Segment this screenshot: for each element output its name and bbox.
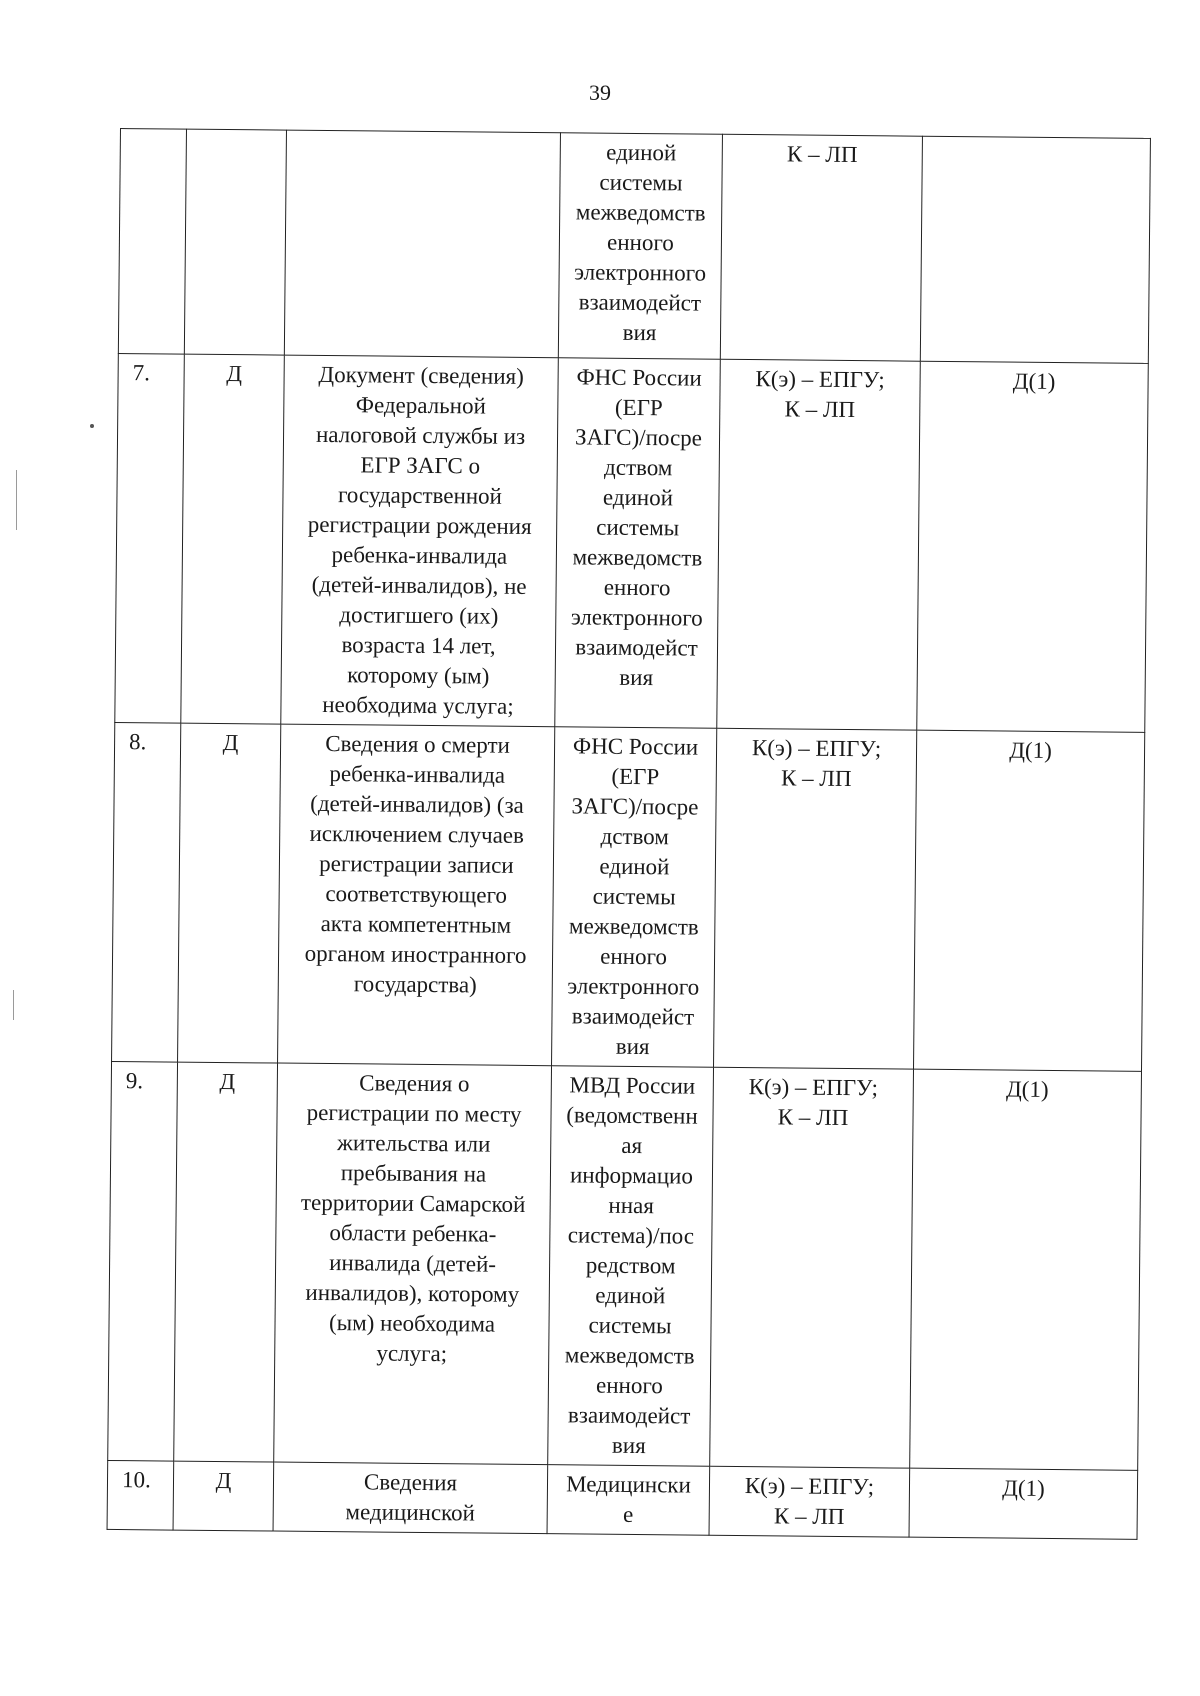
row-number-cell: 10. <box>107 1460 174 1530</box>
cell-text-line: необходима услуга; <box>322 691 514 719</box>
cell-text-line: межведомств <box>572 544 703 571</box>
cell-text-line: К – ЛП <box>773 1503 845 1530</box>
cell-text-line: акта компетентным <box>320 910 512 938</box>
cell-text-line: К – ЛП <box>780 765 852 792</box>
source-cell <box>547 1465 710 1536</box>
cell-text-line: услуга; <box>376 1340 448 1367</box>
cell-text-line: Медицински <box>566 1471 691 1498</box>
source-cell <box>558 133 722 360</box>
cell-text-line: (ЕГР <box>611 763 660 790</box>
method-cell <box>710 1067 914 1468</box>
document-type-cell: Д <box>173 1461 274 1531</box>
cell-text-line: возраста 14 лет, <box>341 632 496 659</box>
table-row <box>108 1061 1142 1470</box>
cell-text-line: инвалидов), которому <box>305 1279 520 1307</box>
row-number-cell <box>118 129 186 355</box>
cell-text-line: единой <box>602 484 674 511</box>
cell-text-line: енного <box>606 229 674 256</box>
cell-text-line: редством <box>585 1252 676 1279</box>
source-cell <box>552 727 717 1068</box>
cell-text-line: территории Самарской <box>300 1189 526 1217</box>
scan-margin-mark <box>16 470 17 530</box>
cell-text-line: Сведения о <box>359 1070 470 1097</box>
cell-text-line: К(э) – ЕПГУ; <box>755 366 885 393</box>
cell-text-line: (детей-инвалидов), не <box>311 571 527 599</box>
cell-text-line: взаимодейст <box>567 1402 691 1429</box>
description-cell <box>281 355 559 727</box>
cell-text-line: системы <box>592 883 676 910</box>
cell-text-line: системы <box>596 514 680 541</box>
method-cell <box>717 359 921 730</box>
row-number-cell: 9. <box>108 1061 178 1461</box>
cell-text-line: ФНС России <box>576 364 702 391</box>
cell-text-line: жительства или <box>336 1130 491 1157</box>
cell-text-line: МВД России <box>569 1072 696 1099</box>
cell-text-line: ФНС России <box>572 733 699 760</box>
cell-text-line: ребенка-инвалида <box>329 761 506 788</box>
cell-text-line: Документ (сведения) <box>318 361 524 389</box>
cell-text-line: дством <box>604 454 673 481</box>
cell-text-line: единой <box>595 1282 666 1309</box>
cell-text-line: медицинской <box>345 1499 476 1526</box>
cell-text-line: вия <box>622 319 657 346</box>
cell-text-line: вия <box>611 1432 646 1459</box>
cell-text-line: вия <box>615 1033 650 1060</box>
cell-text-line: К(э) – ЕПГУ; <box>744 1473 875 1500</box>
code-cell: Д(1) <box>909 1468 1138 1539</box>
cell-text-line: ЕГР ЗАГС о <box>360 452 481 479</box>
code-cell: Д(1) <box>914 730 1145 1071</box>
page-number: 39 <box>589 80 611 105</box>
cell-text-line: исключением случаев <box>309 820 525 848</box>
cell-text-line: пребывания на <box>340 1160 487 1187</box>
scan-margin-mark <box>13 990 14 1020</box>
cell-text-line: система)/пос <box>567 1222 695 1249</box>
cell-text-line: К – ЛП <box>786 141 858 168</box>
cell-text-line: (ведомственн <box>566 1102 698 1129</box>
cell-text-line: электронного <box>567 973 700 1000</box>
document-type-cell <box>184 129 286 355</box>
cell-text-line: нная <box>608 1192 655 1219</box>
row-number-cell: 7. <box>115 353 185 723</box>
cell-text-line: межведомств <box>564 1342 695 1369</box>
table-row <box>115 353 1148 732</box>
cell-text-line: (ЕГР <box>614 394 663 421</box>
cell-text-line: регистрации рождения <box>307 511 532 539</box>
cell-text-line: Сведения <box>363 1469 458 1496</box>
document-type-cell: Д <box>178 723 281 1063</box>
cell-text-line: системы <box>599 169 683 196</box>
document-type-cell: Д <box>174 1062 278 1462</box>
cell-text-line: области ребенка- <box>329 1220 497 1247</box>
table-row <box>118 129 1150 364</box>
document-table <box>107 128 1151 1540</box>
table-row <box>107 1460 1138 1539</box>
description-cell <box>274 1063 552 1465</box>
cell-text-line: инвалида (детей- <box>329 1250 497 1277</box>
cell-text-line: соответствующего <box>325 881 508 908</box>
cell-text-line: информацио <box>569 1162 694 1189</box>
table-body <box>107 129 1150 1540</box>
cell-text-line: электронного <box>570 604 703 631</box>
scan-dot <box>90 424 94 428</box>
code-cell: Д(1) <box>917 361 1149 732</box>
cell-text-line: взаимодейст <box>571 1003 695 1030</box>
cell-text-line: енного <box>595 1372 663 1399</box>
cell-text-line: которому (ым) <box>347 662 490 689</box>
cell-text-line: енного <box>603 574 671 601</box>
description-cell <box>284 130 560 358</box>
cell-text-line: государства) <box>353 971 477 998</box>
cell-text-line: межведомств <box>575 199 706 226</box>
cell-text-line: системы <box>588 1312 672 1339</box>
cell-text-line: единой <box>606 139 677 166</box>
row-number-cell: 8. <box>112 722 181 1062</box>
method-cell <box>714 728 917 1069</box>
cell-text-line: взаимодейст <box>578 289 702 316</box>
cell-text-line: К(э) – ЕПГУ; <box>751 735 882 762</box>
cell-text-line: К – ЛП <box>777 1104 849 1131</box>
cell-text-line: взаимодейст <box>575 634 698 661</box>
cell-text-line: государственной <box>337 482 503 509</box>
cell-text-line: К(э) – ЕПГУ; <box>748 1074 879 1101</box>
cell-text-line: (ым) необходима <box>328 1310 496 1337</box>
cell-text-line: органом иностранного <box>304 940 527 968</box>
cell-text-line: единой <box>599 853 670 880</box>
cell-text-line: К – ЛП <box>784 396 856 423</box>
source-cell <box>548 1066 714 1467</box>
code-cell <box>920 136 1150 363</box>
cell-text-line: межведомств <box>568 913 699 940</box>
cell-text-line: Сведения о смерти <box>325 730 511 758</box>
code-cell: Д(1) <box>910 1069 1142 1470</box>
document-type-cell: Д <box>181 354 285 724</box>
table-row <box>112 722 1145 1071</box>
cell-text-line: регистрации по месту <box>306 1099 522 1127</box>
cell-text-line: ЗАГС)/посре <box>575 424 703 451</box>
cell-text-line: налоговой службы из <box>315 421 526 449</box>
cell-text-line: енного <box>600 943 668 970</box>
cell-text-line: ребенка-инвалида <box>331 542 508 569</box>
cell-text-line: ая <box>621 1132 643 1159</box>
description-cell <box>273 1462 548 1534</box>
description-cell <box>278 724 555 1066</box>
cell-text-line: ЗАГС)/посре <box>571 793 699 820</box>
method-cell <box>720 134 922 361</box>
cell-text-line: вия <box>619 664 654 691</box>
cell-text-line: дством <box>600 823 669 850</box>
cell-text-line: Федеральной <box>355 392 486 419</box>
cell-text-line: регистрации записи <box>319 850 514 878</box>
cell-text-line: е <box>622 1501 634 1527</box>
source-cell <box>555 358 721 729</box>
cell-text-line: электронного <box>574 259 707 286</box>
cell-text-line: (детей-инвалидов) (за <box>310 790 524 818</box>
method-cell <box>709 1466 910 1537</box>
cell-text-line: достигшего (их) <box>339 602 499 629</box>
